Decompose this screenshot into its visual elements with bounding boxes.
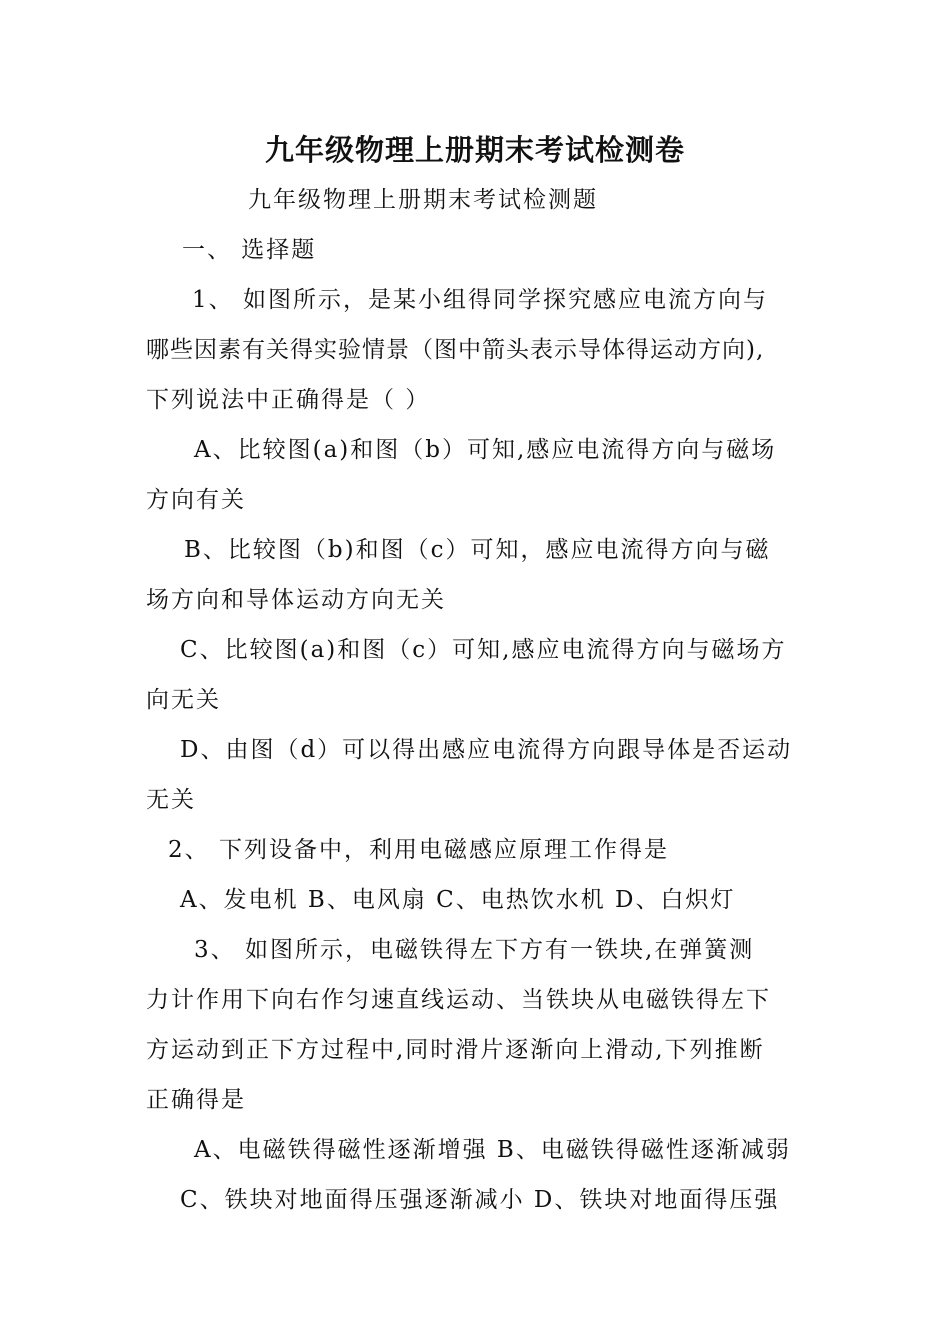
question-1-line-3: 下列说法中正确得是（ ）: [146, 387, 431, 413]
question-3-line-2: 力计作用下向右作匀速直线运动、当铁块从电磁铁得左下: [146, 987, 771, 1013]
option-1c-line-1: C、比较图(a)和图（c）可知,感应电流得方向与磁场方: [180, 637, 787, 663]
question-1-line-1: 1、 如图所示，是某小组得同学探究感应电流方向与: [192, 287, 768, 313]
option-1a-line-2: 方向有关: [146, 487, 246, 513]
option-1d-line-1: D、由图（d）可以得出感应电流得方向跟导体是否运动: [180, 737, 793, 763]
question-3-line-3: 方运动到正下方过程中,同时滑片逐渐向上滑动,下列推断: [146, 1037, 765, 1063]
option-3cd: C、铁块对地面得压强逐渐减小 D、铁块对地面得压强: [180, 1187, 780, 1213]
question-3-line-4: 正确得是: [146, 1087, 246, 1113]
question-1-line-2: 哪些因素有关得实验情景（图中箭头表示导体得运动方向),: [146, 337, 765, 363]
option-1b-line-1: B、比较图（b)和图（c）可知，感应电流得方向与磁: [184, 537, 771, 563]
option-1a-line-1: A、比较图(a)和图（b）可知,感应电流得方向与磁场: [194, 437, 777, 463]
option-1d-line-2: 无关: [146, 787, 196, 813]
question-3-line-1: 3、 如图所示，电磁铁得左下方有一铁块,在弹簧测: [194, 937, 755, 963]
question-2-line-1: 2、 下列设备中，利用电磁感应原理工作得是: [168, 837, 669, 863]
option-1b-line-2: 场方向和导体运动方向无关: [146, 587, 446, 613]
section-heading: 一、 选择题: [182, 237, 317, 263]
document-subtitle: 九年级物理上册期末考试检测题: [248, 187, 598, 213]
document-title: 九年级物理上册期末考试检测卷: [264, 133, 685, 167]
option-3ab: A、电磁铁得磁性逐渐增强 B、电磁铁得磁性逐渐减弱: [194, 1137, 791, 1163]
option-1c-line-2: 向无关: [146, 687, 221, 713]
question-2-options: A、发电机 B、电风扇 C、电热饮水机 D、白炽灯: [180, 887, 736, 913]
